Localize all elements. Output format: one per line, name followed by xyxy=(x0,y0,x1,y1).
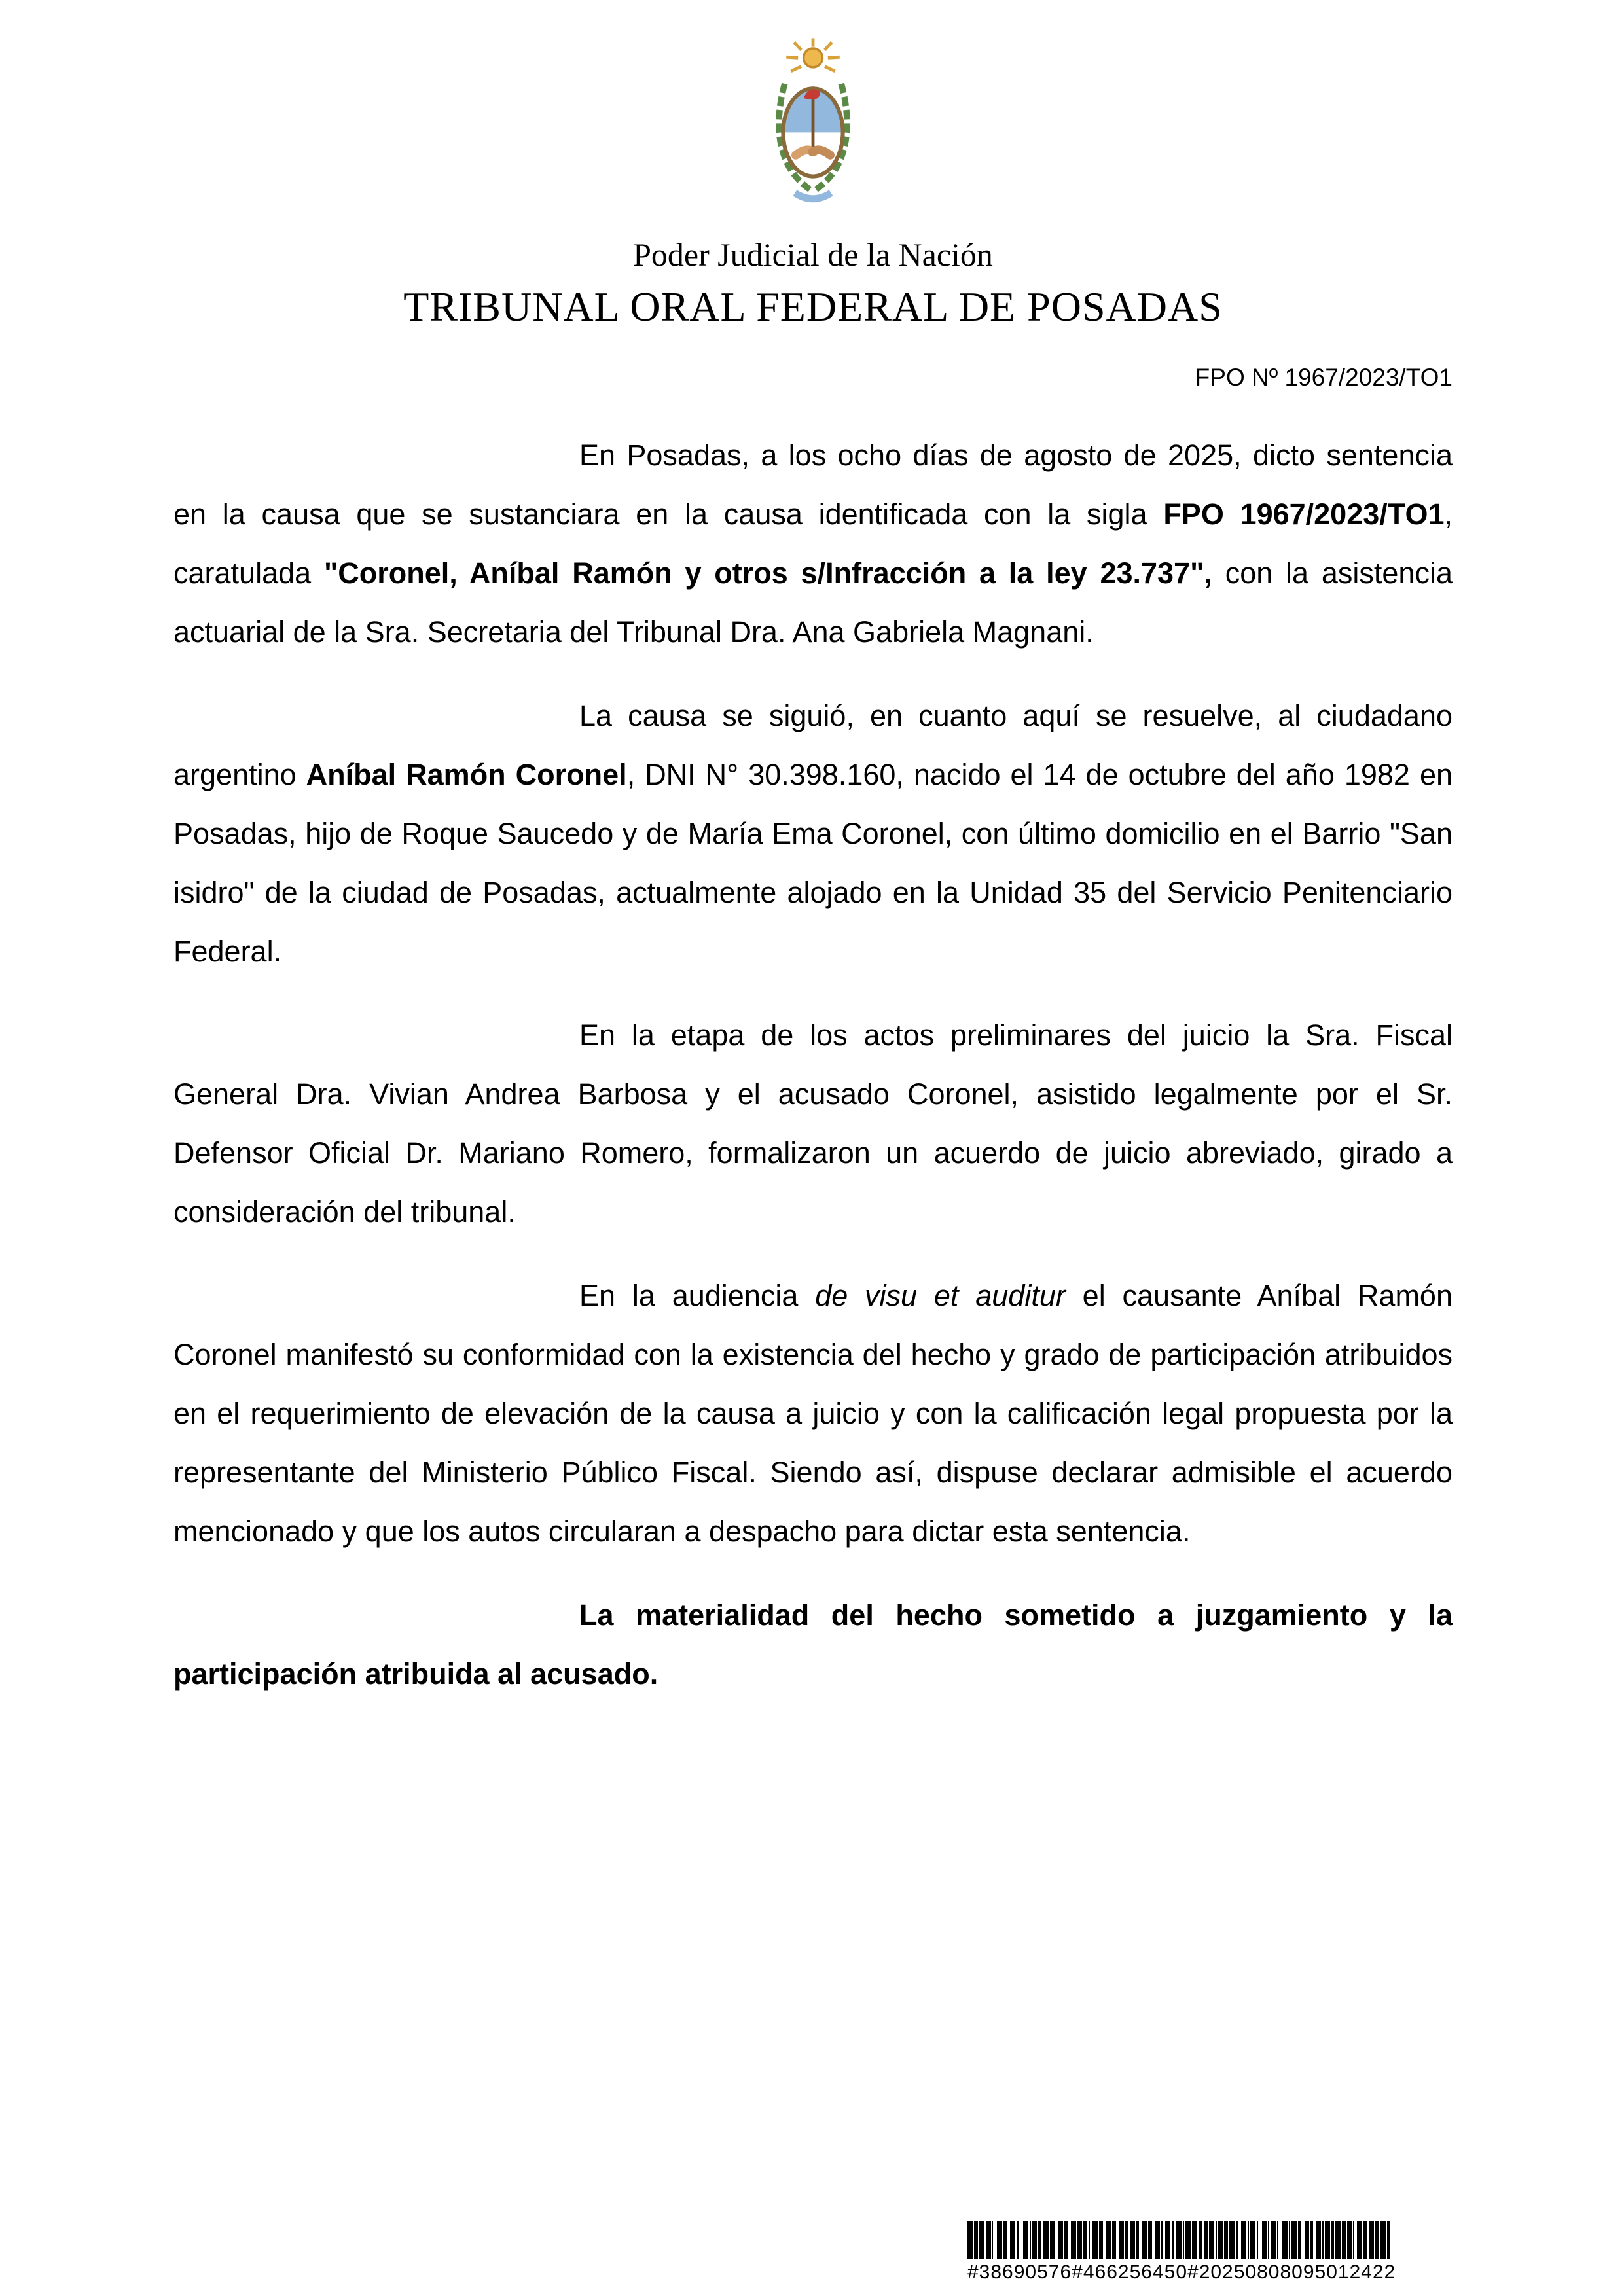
text-run: el causante Aníbal Ramón Coronel manifestó su conformidad con la existencia del hecho y grado de participación atribuidos en el requerimiento de elevación de la causa a juicio y con la calificación legal propuesta por la representante del Ministerio Público Fiscal. Siendo así, dispuse declarar admisible el acuerdo mencionado y que los autos circularan a despacho para dictar esta sentencia. xyxy=(173,1279,1453,1548)
text-run: La causa se siguió, en cuanto aquí se resuelve, al ciudadano argentino xyxy=(173,699,1453,791)
paragraph xyxy=(173,687,1453,981)
ribbon xyxy=(795,193,831,199)
sun-disc xyxy=(804,48,823,67)
text-run: FPO 1967/2023/TO1 xyxy=(1163,497,1445,531)
barcode-text: #38690576#466256450#20250808095012422 xyxy=(967,2261,1396,2283)
barcode-block xyxy=(967,2221,1396,2284)
text-run: La materialidad del hecho sometido a juzgamiento y la participación atribuida al acusado. xyxy=(173,1598,1453,1691)
text-run: con la asistencia actuarial de la Sra. Secretaria del Tribunal Dra. Ana Gabriela Magnani. xyxy=(173,556,1453,649)
document-body xyxy=(173,426,1453,1704)
text-run: de visu et auditur xyxy=(815,1279,1066,1312)
paragraph xyxy=(173,1006,1453,1242)
hand-right xyxy=(812,150,831,155)
court-name: Poder Judicial de la Nación xyxy=(633,236,993,273)
text-run: "Coronel, Aníbal Ramón y otros s/Infracción a la ley 23.737", xyxy=(323,556,1212,590)
text-run: En la audiencia xyxy=(579,1279,816,1312)
text-run: En la etapa de los actos preliminares del juicio la Sra. Fiscal General Dra. Vivian Andrea Barbosa y el acusado Coronel, asistido legalmente por el Sr. Defensor Oficial Dr. Mariano Romero, formalizaron un acuerdo de juicio abreviado, girado a consideración del tribunal. xyxy=(173,1018,1453,1229)
text-run: , caratulada xyxy=(173,497,1453,590)
pike xyxy=(812,96,815,152)
tribunal-name: TRIBUNAL ORAL FEDERAL DE POSADAS xyxy=(403,283,1223,330)
barcode xyxy=(967,2221,1390,2259)
text-run: Aníbal Ramón Coronel xyxy=(306,758,627,791)
argentina-coat-of-arms-icon xyxy=(173,37,1453,221)
paragraph xyxy=(173,426,1453,662)
paragraph xyxy=(173,1266,1453,1561)
text-run: , DNI N° 30.398.160, nacido el 14 de octubre del año 1982 en Posadas, hijo de Roque Saucedo y de María Ema Coronel, con último domicilio en el Barrio "San isidro" de la ciudad de Posadas, actualmente alojado en la Unidad 35 del Servicio Penitenciario Federal. xyxy=(173,758,1453,968)
text-run: En Posadas, a los ocho días de agosto de 2025, dicto sentencia en la causa que se sustanciara en la causa identificada con la sigla xyxy=(173,439,1453,531)
case-number: FPO Nº 1967/2023/TO1 xyxy=(1195,364,1453,391)
paragraph xyxy=(173,1586,1453,1704)
